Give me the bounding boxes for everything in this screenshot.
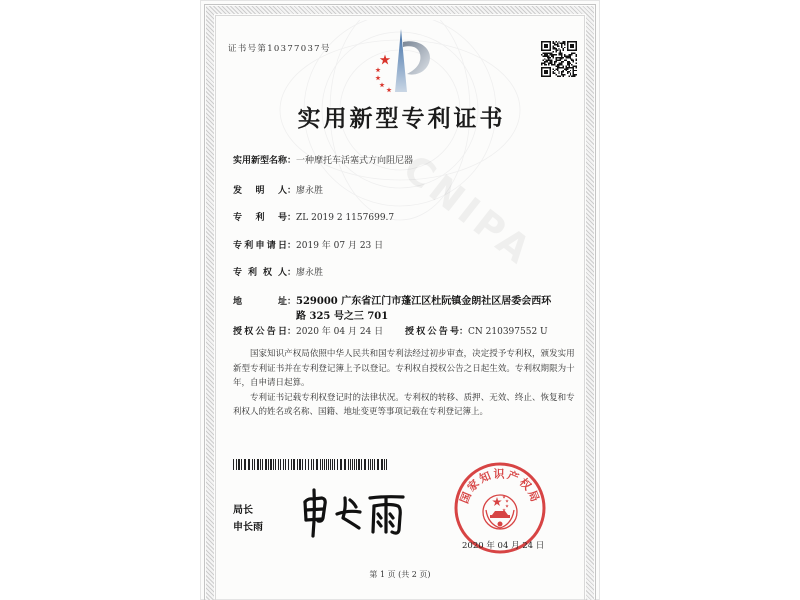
patentee-name: 廖永胜 bbox=[296, 268, 324, 278]
field-row-address bbox=[233, 296, 551, 308]
field-label: 实用新型名称 bbox=[233, 156, 288, 166]
field-label: 授权公告日 bbox=[233, 327, 287, 337]
inventor-name: 廖永胜 bbox=[296, 186, 324, 196]
field-colon: ： bbox=[287, 327, 297, 337]
seal-date: 2020 年 04 月 24 日 bbox=[462, 541, 545, 551]
field-label: 发明人 bbox=[233, 186, 287, 196]
field-colon: ： bbox=[287, 297, 297, 307]
body-paragraph: 国家知识产权局依照中华人民共和国专利法经过初步审查，决定授予专利权，颁发实用新型专利证书并在专利登记簿上予以登记。专利权自授权公告之日起生效。专利权期限为十年，自申请日起算。 bbox=[233, 349, 575, 389]
field-colon: ： bbox=[287, 213, 297, 223]
field-row-filing-date bbox=[233, 240, 383, 252]
field-label: 专利号 bbox=[233, 213, 287, 223]
signatory-name: 申长雨 bbox=[233, 522, 263, 533]
field-label: 专利权人 bbox=[233, 268, 287, 278]
field-row-patentee bbox=[233, 267, 323, 279]
utility-model-name: 一种摩托车活塞式方向阻尼器 bbox=[296, 156, 414, 166]
patent-number: ZL 2019 2 1157699.7 bbox=[296, 213, 395, 223]
handwritten-signature bbox=[298, 488, 413, 538]
field-row-utility-model-name bbox=[233, 155, 413, 167]
field-row-inventor bbox=[233, 185, 323, 197]
field-colon: ： bbox=[287, 268, 297, 278]
field-label: 专利申请日 bbox=[233, 241, 287, 251]
certificate-number: 证书号第10377037号 bbox=[228, 44, 331, 54]
watermark: CNIPA bbox=[394, 146, 543, 275]
qr-code bbox=[541, 41, 577, 77]
page-indicator: 第 1 页 (共 2 页) bbox=[369, 570, 431, 579]
filing-date: 2019 年 07 月 23 日 bbox=[296, 241, 384, 251]
field-label: 地址 bbox=[233, 297, 287, 307]
cnipa-logo bbox=[370, 26, 436, 96]
address-line-2: 路 325 号之三 701 bbox=[296, 311, 389, 322]
signatory-title: 局长 bbox=[233, 505, 253, 516]
field-colon: ： bbox=[459, 327, 469, 337]
certificate-title: 实用新型专利证书 bbox=[297, 105, 506, 132]
field-colon: ： bbox=[287, 186, 297, 196]
field-colon: ： bbox=[287, 241, 297, 251]
field-row-patent-number bbox=[233, 212, 394, 224]
field-row-grant bbox=[233, 326, 548, 338]
national-emblem-icon bbox=[483, 495, 517, 529]
seal-text bbox=[457, 467, 542, 506]
grant-number: CN 210397552 U bbox=[468, 327, 548, 337]
seal-text-path: 国家知识产权局 bbox=[457, 467, 543, 506]
field-colon: ： bbox=[287, 156, 297, 166]
grant-number-group bbox=[405, 326, 548, 338]
certificate-body-text bbox=[233, 347, 575, 420]
patent-certificate bbox=[200, 0, 600, 600]
grant-date: 2020 年 04 月 24 日 bbox=[296, 327, 384, 337]
field-label: 授权公告号 bbox=[405, 327, 459, 337]
barcode bbox=[233, 459, 388, 470]
address-line-1: 529000 广东省江门市蓬江区杜阮镇金朗社区居委会西环 bbox=[296, 296, 552, 307]
body-paragraph: 专利证书记载专利权登记时的法律状况。专利权的转移、质押、无效、终止、恢复和专利权人的姓名或名称、国籍、地址变更等事项记载在专利登记簿上。 bbox=[233, 392, 575, 418]
